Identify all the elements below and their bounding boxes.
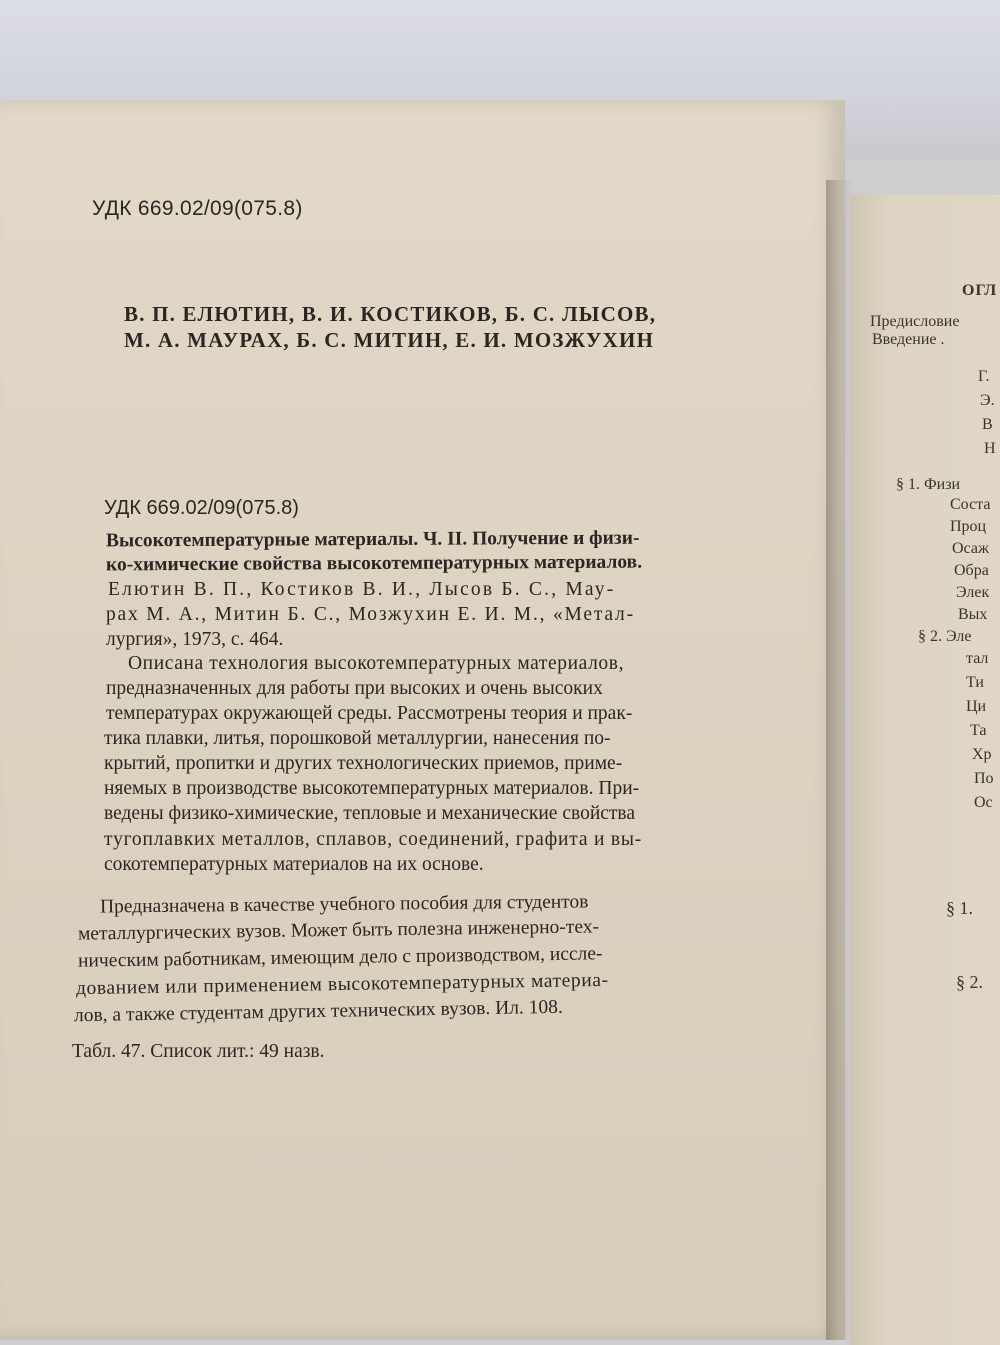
toc-line: Ти [966, 674, 984, 691]
abstract-line: предназначенных для работы при высоких и очень высоких [106, 678, 603, 699]
toc-line: § 1. [946, 898, 973, 918]
toc-line: § 2. [956, 972, 983, 992]
toc-line: Э. [980, 392, 995, 409]
abstract-udk-code: УДК 669.02/09(075.8) [104, 497, 299, 519]
abstract-line: Описана технология высокотемпературных материалов, [128, 653, 625, 674]
abstract-line: лов, а также студентам других технических вузов. Ил. 108. [73, 996, 564, 1027]
authors-line-1: В. П. ЕЛЮТИН, В. И. КОСТИКОВ, Б. С. ЛЫСОВ, [124, 302, 657, 326]
toc-line: Ци [966, 698, 987, 715]
abstract-line: крытий, пропитки и других технологических приемов, приме- [104, 753, 623, 774]
abstract-line: металлургических вузов. Может быть полезна инженерно-тех- [77, 916, 600, 945]
abstract-line: сокотемпературных материалов на их основе. [104, 854, 484, 875]
abstract-line: рах М. А., Митин Б. С., Мозжухин Е. И. М., «Метал- [106, 604, 635, 625]
abstract-line: няемых в производстве высокотемпературных материалов. При- [104, 778, 640, 799]
toc-title: ОГЛ [962, 282, 998, 299]
toc-line: В [982, 416, 993, 433]
toc-line: Введение . [872, 331, 945, 348]
toc-line: По [974, 770, 994, 787]
udk-code-top: УДК 669.02/09(075.8) [92, 197, 303, 220]
abstract-line: лургия», 1973, с. 464. [106, 629, 284, 650]
abstract-line: дованием или применением высокотемпературных материа- [75, 969, 609, 1000]
abstract-line: тугоплавких металлов, сплавов, соединений, графита и вы- [104, 829, 643, 850]
abstract-line: тика плавки, литья, порошковой металлургии, нанесения по- [104, 728, 611, 749]
abstract-line: Предназначена в качестве учебного пособия для студентов [99, 891, 589, 918]
abstract-line: Табл. 47. Список лит.: 49 назв. [72, 1041, 325, 1062]
toc-line: Н [984, 440, 996, 457]
toc-line: Ос [974, 794, 993, 811]
toc-line: § 2. Эле [918, 628, 972, 645]
toc-line: Элек [956, 584, 990, 601]
abstract-line: температурах окружающей среды. Рассмотрены теория и прак- [106, 703, 633, 724]
toc-line: Обра [954, 562, 989, 579]
abstract-line: Высокотемпературные материалы. Ч. II. Получение и физи- [105, 527, 640, 552]
toc-line: Та [970, 722, 987, 739]
toc-line: Вых [958, 606, 988, 623]
toc-line: Г. [978, 368, 990, 385]
toc-line: Осаж [952, 540, 990, 557]
abstract-line: ведены физико-химические, тепловые и механические свойства [104, 803, 636, 824]
toc-line: Предисловие [870, 313, 960, 330]
toc-line: тал [966, 650, 989, 667]
toc-line: § 1. Физи [896, 476, 961, 493]
abstract-line: Елютин В. П., Костиков В. И., Лысов Б. С., Мау- [108, 579, 616, 600]
abstract-line: ко-химические свойства высокотемпературных материалов. [105, 551, 643, 576]
toc-line: Проц [950, 518, 987, 535]
toc-line: Соста [950, 496, 991, 513]
authors-line-2: М. А. МАУРАХ, Б. С. МИТИН, Е. И. МОЗЖУХИН [124, 328, 655, 352]
toc-line: Хр [972, 746, 992, 763]
abstract-line: ническим работникам, имеющим дело с производством, иссле- [77, 943, 603, 972]
